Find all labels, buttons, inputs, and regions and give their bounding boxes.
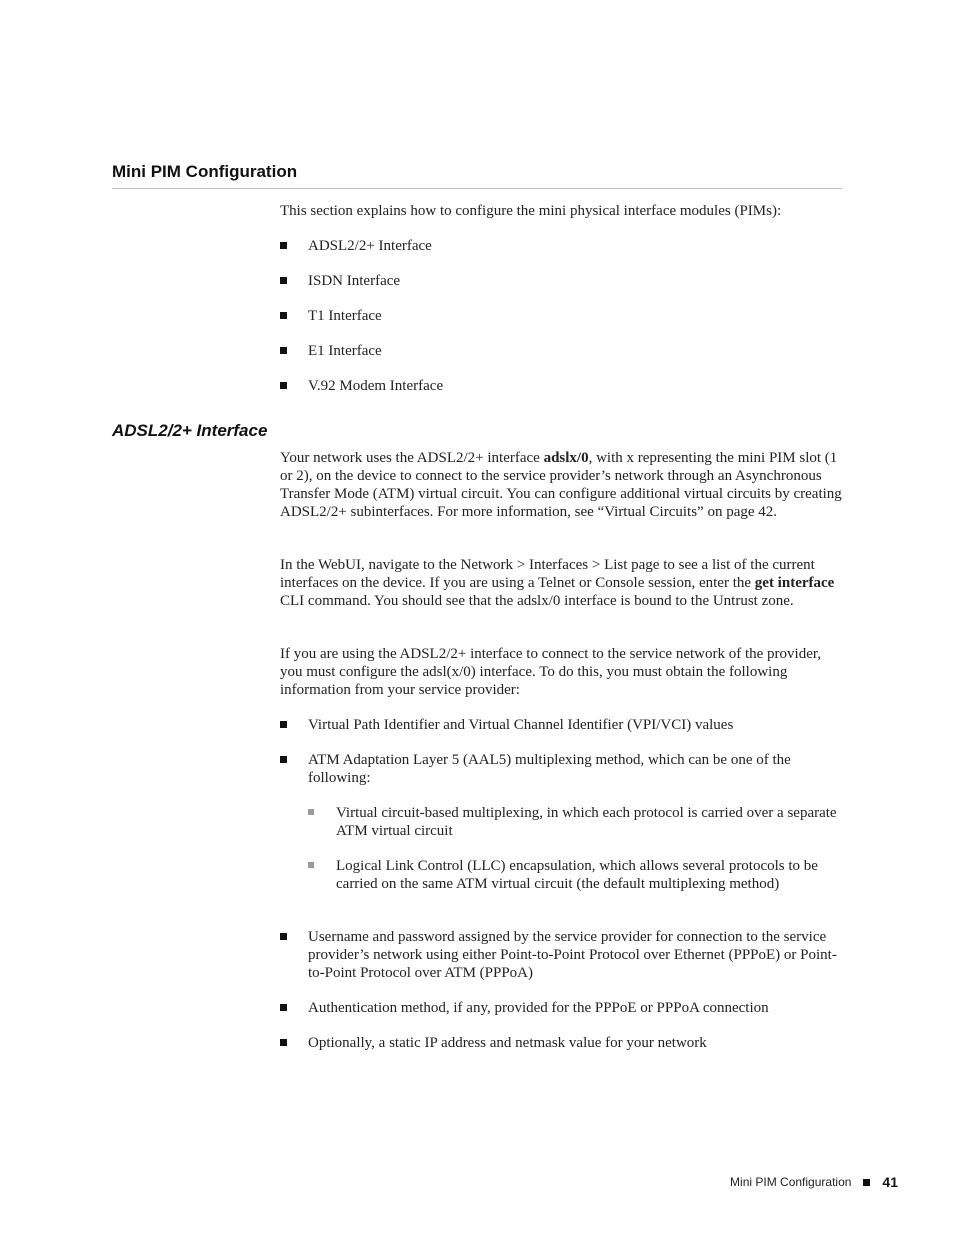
list-item bbox=[280, 716, 842, 734]
bullet-square-icon bbox=[280, 756, 287, 763]
bullet-square-icon bbox=[280, 1004, 287, 1011]
para-text-b: , with x representing the mini PIM slot (1 or 2), on the device to connect to the service provider’s network through an Asynchronous Transfer Mode (ATM) virtual circuit. You can configure additional virtual circuits by creating ADSL2/2+ subinterfaces. For more information, see “Virtual Circuits” on page 42. bbox=[280, 450, 842, 520]
footer-square-icon bbox=[863, 1179, 870, 1186]
list-item-text: V.92 Modem Interface bbox=[308, 378, 444, 394]
cli-command: get interface bbox=[754, 575, 835, 591]
section-rule bbox=[112, 188, 842, 189]
section-heading: Mini PIM Configuration bbox=[112, 162, 298, 181]
bullet-square-icon bbox=[280, 1039, 287, 1046]
page-footer bbox=[730, 1172, 898, 1192]
bullet-square-icon bbox=[280, 933, 287, 940]
intro-paragraph bbox=[280, 202, 842, 220]
sub-list-item-text: Virtual circuit-based multiplexing, in which each protocol is carried over a separate ATM virtual circuit bbox=[336, 805, 837, 839]
list-item bbox=[280, 342, 842, 360]
list-item-text: Username and password assigned by the service provider for connection to the service provider’s network using either Point-to-Point Protocol over Ethernet (PPPoE) or Point-to-Point Protocol over ATM (PPPoA) bbox=[308, 929, 837, 981]
bullet-square-icon bbox=[280, 347, 287, 354]
list-item-text: ADSL2/2+ Interface bbox=[308, 238, 432, 254]
para-text-b: CLI command. You should see that the adslx/0 interface is bound to the Untrust zone. bbox=[280, 593, 794, 609]
list-item bbox=[280, 377, 842, 395]
list-item bbox=[280, 272, 842, 290]
sub-list-item-text: Logical Link Control (LLC) encapsulation, which allows several protocols to be carried on the same ATM virtual circuit (the default multiplexing method) bbox=[336, 858, 818, 892]
list-item bbox=[280, 307, 842, 325]
sub-list-item bbox=[308, 857, 842, 893]
bullet-square-icon bbox=[280, 721, 287, 728]
paragraph-text: If you are using the ADSL2/2+ interface to connect to the service network of the provider, you must configure the adsl(x/0) interface. To do this, you must obtain the following information from your service provider: bbox=[280, 646, 822, 698]
paragraph-text bbox=[280, 556, 842, 610]
footer-section-title: Mini PIM Configuration bbox=[730, 1175, 852, 1189]
list-item-text: T1 Interface bbox=[308, 308, 382, 324]
paragraph-1 bbox=[280, 449, 842, 521]
list-item-text: Optionally, a static IP address and netmask value for your network bbox=[308, 1035, 707, 1051]
interface-name: adslx/0 bbox=[543, 450, 589, 466]
sub-bullet-square-icon bbox=[308, 809, 314, 815]
list-item bbox=[280, 751, 842, 787]
list-item-text: E1 Interface bbox=[308, 343, 382, 359]
list-item-text: Virtual Path Identifier and Virtual Channel Identifier (VPI/VCI) values bbox=[308, 717, 734, 733]
para-text-a: In the WebUI, navigate to the Network > Interfaces > List page to see a list of the current interfaces on the device. If you are using a Telnet or Console session, enter the bbox=[280, 557, 815, 591]
paragraph-text bbox=[280, 449, 842, 521]
list-item-text: Authentication method, if any, provided for the PPPoE or PPPoA connection bbox=[308, 1000, 769, 1016]
page-number: 41 bbox=[882, 1174, 898, 1190]
sub-list-item bbox=[308, 804, 842, 840]
para-text-a: Your network uses the ADSL2/2+ interface bbox=[280, 450, 544, 466]
list-item-text: ISDN Interface bbox=[308, 273, 401, 289]
list-item bbox=[280, 1034, 842, 1052]
bullet-square-icon bbox=[280, 312, 287, 319]
bullet-square-icon bbox=[280, 277, 287, 284]
subsection-heading: ADSL2/2+ Interface bbox=[112, 421, 268, 440]
paragraph-3 bbox=[280, 645, 842, 699]
intro-text: This section explains how to configure the mini physical interface modules (PIMs): bbox=[280, 203, 782, 219]
bullet-square-icon bbox=[280, 242, 287, 249]
list-item-text: ATM Adaptation Layer 5 (AAL5) multiplexing method, which can be one of the following: bbox=[308, 752, 791, 786]
list-item bbox=[280, 928, 842, 982]
bullet-square-icon bbox=[280, 382, 287, 389]
sub-bullet-square-icon bbox=[308, 862, 314, 868]
paragraph-2 bbox=[280, 556, 842, 610]
list-item bbox=[280, 999, 842, 1017]
list-item bbox=[280, 237, 842, 255]
